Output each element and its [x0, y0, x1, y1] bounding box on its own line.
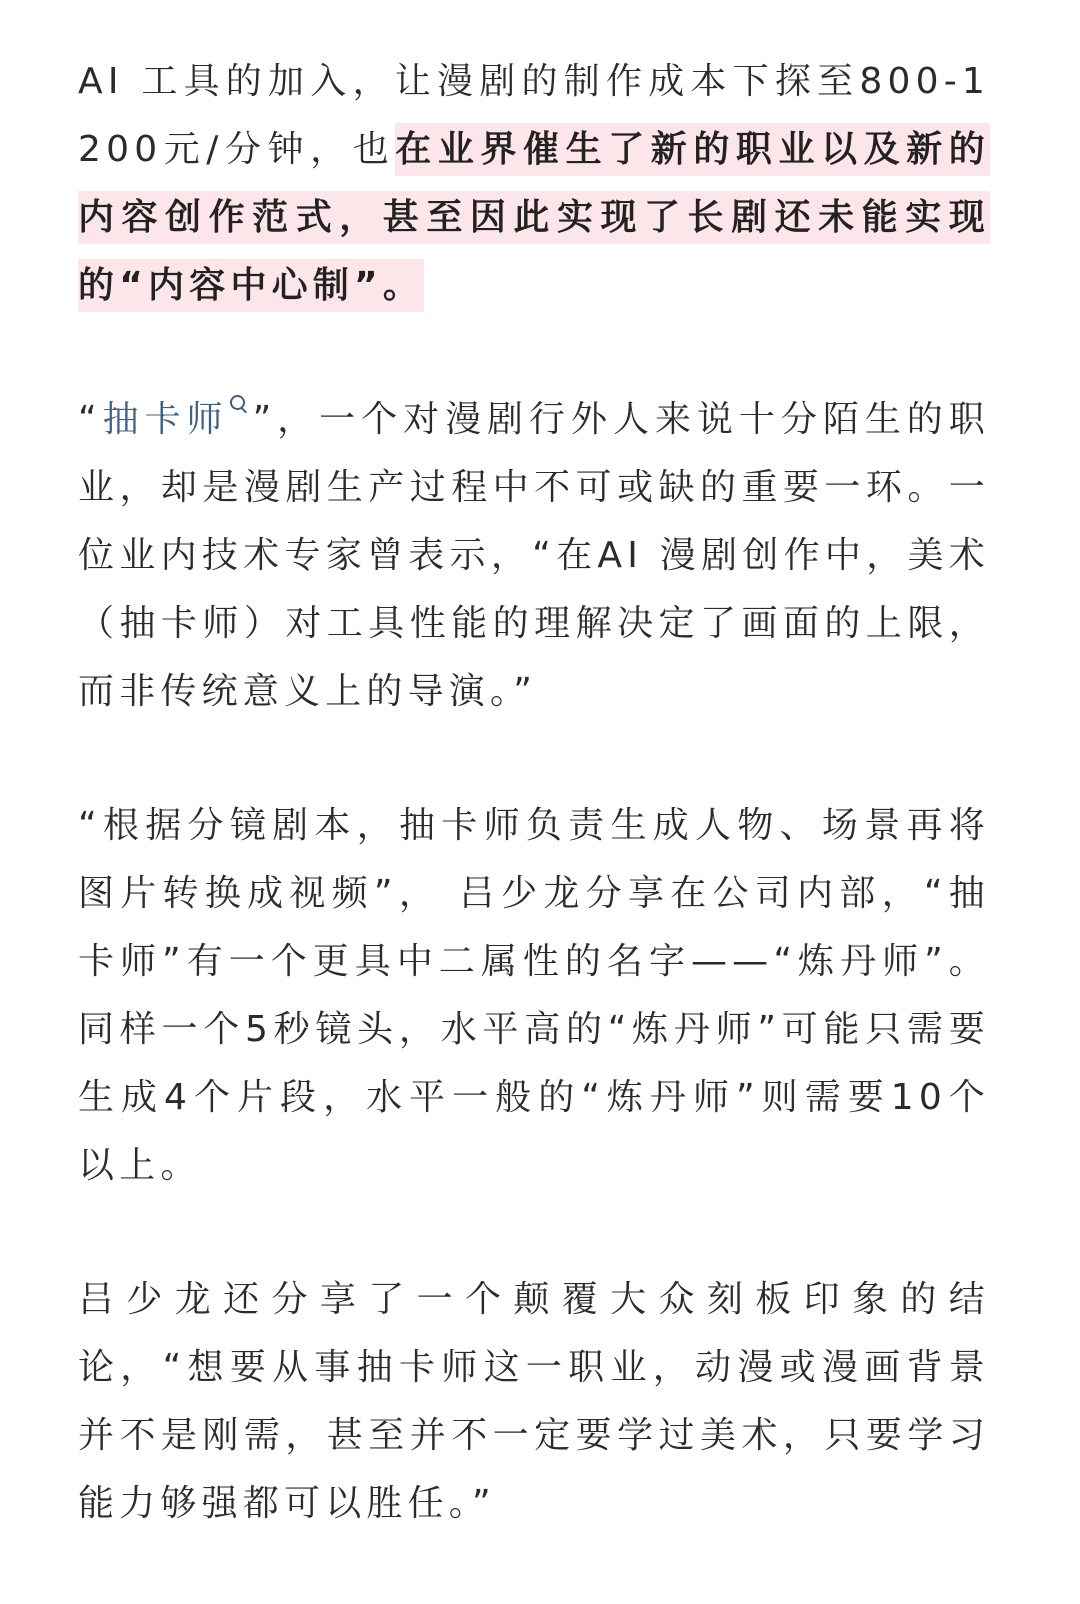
- search-term-link[interactable]: 抽卡师: [101, 399, 229, 440]
- paragraph-1-text: AI 工具的加入，让漫剧的制作成本下探至800-1200元/分钟，也: [78, 61, 990, 170]
- search-icon[interactable]: [229, 394, 251, 420]
- article-body: [78, 48, 990, 1604]
- paragraph-3: [78, 792, 990, 1200]
- paragraph-1: [78, 48, 990, 320]
- quote-open: “: [78, 399, 102, 440]
- highlighted-text: 在业界催生了新的职业以及新的内容创作范式，甚至因此实现了长剧还未能实现的“内容中心制”。: [78, 123, 990, 312]
- paragraph-2: [78, 386, 990, 726]
- paragraph-4-text: 吕少龙还分享了一个颠覆大众刻板印象的结论，“想要从事抽卡师这一职业，动漫或漫画背景并不是刚需，甚至并不一定要学过美术，只要学习能力够强都可以胜任。”: [78, 1279, 990, 1524]
- paragraph-3-text: “根据分镜剧本，抽卡师负责生成人物、场景再将图片转换成视频”， 吕少龙分享在公司内部，“抽卡师”有一个更具中二属性的名字——“炼丹师”。同样一个5秒镜头，水平高的“炼丹师”可能只需要生成4个片段，水平一般的“炼丹师”则需要10个以上。: [78, 805, 990, 1186]
- paragraph-2-text: ”，一个对漫剧行外人来说十分陌生的职业，却是漫剧生产过程中不可或缺的重要一环。一位业内技术专家曾表示，“在AI 漫剧创作中，美术（抽卡师）对工具性能的理解决定了画面的上限，而非传统意义上的导演。”: [78, 399, 990, 712]
- paragraph-4: [78, 1266, 990, 1538]
